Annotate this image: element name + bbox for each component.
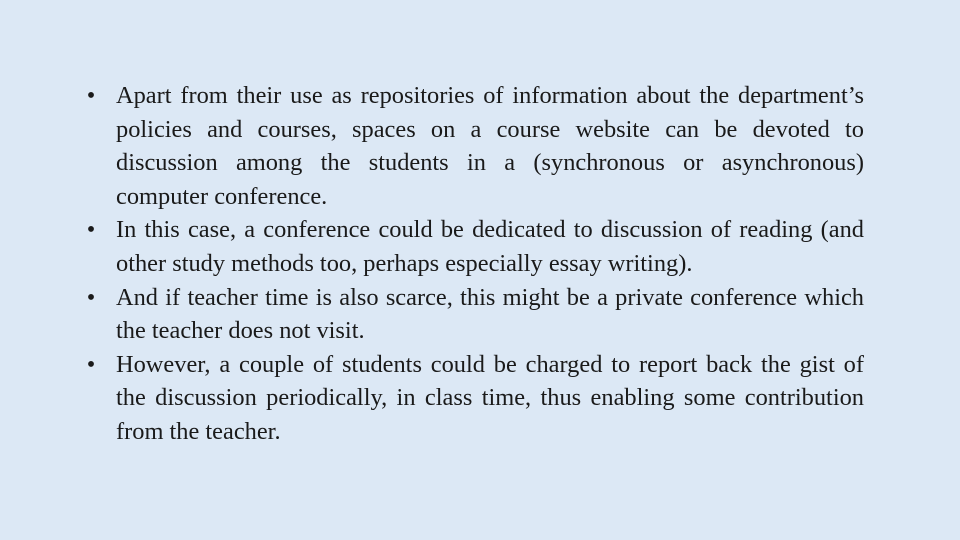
bullet-text: However, a couple of students could be charged to report back the gist of the discussion periodically, in class time, thus enabling some contribution from the teacher. bbox=[116, 350, 864, 445]
bullet-item bbox=[82, 79, 864, 213]
bullet-text: And if teacher time is also scarce, this might be a private conference which the teacher does not visit. bbox=[116, 283, 864, 345]
bullet-item bbox=[82, 281, 864, 348]
bullet-icon: • bbox=[86, 283, 96, 311]
bullet-list bbox=[82, 79, 864, 449]
bullet-icon: • bbox=[86, 82, 96, 109]
bullet-item bbox=[82, 213, 864, 280]
bullet-icon: • bbox=[86, 350, 96, 378]
bullet-text: In this case, a conference could be dedicated to discussion of reading (and other study methods too, perhaps especially essay writing). bbox=[116, 216, 864, 277]
bullet-item bbox=[82, 348, 864, 449]
bullet-text: Apart from their use as repositories of information about the department’s policies and courses, spaces on a course website can be devoted to discussion among the students in a (synchronous or asynchronous) computer conference. bbox=[116, 82, 864, 210]
bullet-icon: • bbox=[86, 216, 96, 244]
